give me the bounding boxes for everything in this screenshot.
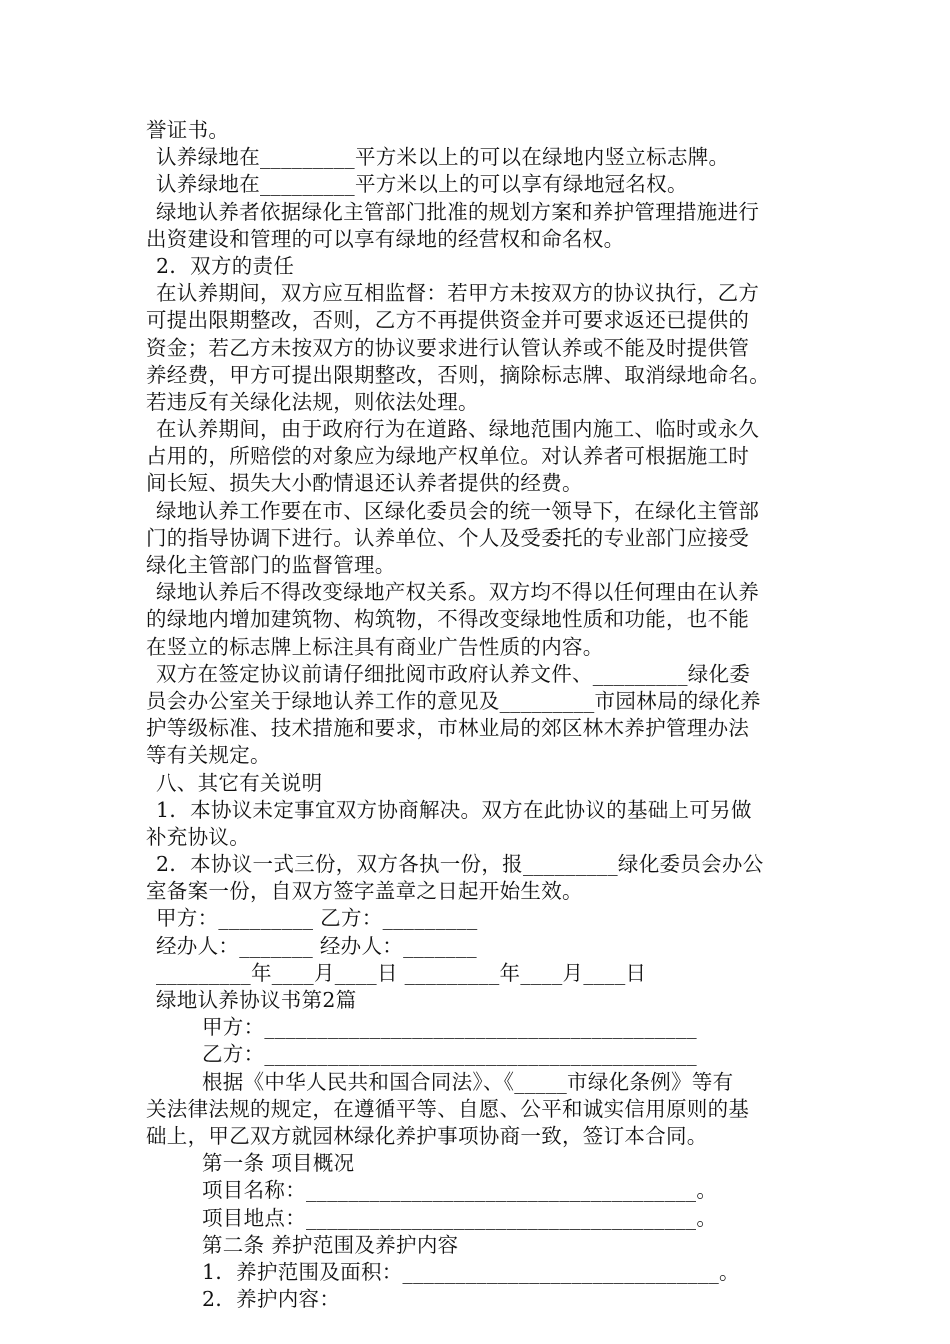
document-line: 绿地认养协议书第2篇 [156,988,357,1012]
document-line: 甲方：_________________________________________ [202,1015,697,1040]
document-line: 第一条 项目概况 [202,1151,355,1176]
document-line: 资金；若乙方未按双方的协议要求进行认管认养或不能及时提供管 [146,335,750,360]
document-line: 第二条 养护范围及养护内容 [202,1232,459,1257]
document-line: 誉证书。 [146,118,230,142]
document-line: 2．养护内容： [202,1287,341,1312]
document-line: 双方在签定协议前请仔细批阅市政府认养文件、_________绿化委 [156,661,751,686]
document-line: 关法律法规的规定，在遵循平等、自愿、公平和诚实信用原则的基 [146,1096,750,1121]
document-body [146,117,818,1313]
document-line: 项目地点：_____________________________________。 [202,1205,718,1230]
document-line: 认养绿地在_________平方米以上的可以在绿地内竖立标志牌。 [156,145,730,170]
document-line: 八、其它有关说明 [156,770,323,795]
document-line: 甲方：_________ 乙方：_________ [156,906,478,931]
document-line: 根据《中华人民共和国合同法》、《_____市绿化条例》等有 [202,1069,734,1094]
document-line: 2．双方的责任 [156,253,295,278]
document-line: 1．本协议未定事宜双方协商解决。双方在此协议的基础上可另做 [156,797,752,822]
document-line: 护等级标准、技术措施和要求，市林业局的郊区林木养护管理办法 [146,716,750,741]
document-line: 项目名称：_____________________________________。 [202,1178,718,1203]
document-line: 占用的，所赔偿的对象应为绿地产权单位。对认养者可根据施工时 [146,444,750,469]
document-line: 可提出限期整改，否则，乙方不再提供资金并可要求返还已提供的 [146,308,750,333]
document-line: 绿化主管部门的监督管理。 [146,553,396,577]
document-line: 2．本协议一式三份，双方各执一份，报_________绿化委员会办公 [156,852,764,877]
document-line: 1．养护范围及面积：______________________________。 [202,1259,740,1284]
document-line: 在认养期间，由于政府行为在道路、绿地范围内施工、临时或永久 [156,417,760,442]
document-line: 绿地认养者依据绿化主管部门批准的规划方案和养护管理措施进行 [156,199,760,224]
document-line: 养经费，甲方可提出限期整改，否则，摘除标志牌、取消绿地命名。 [146,362,770,387]
document-line: 的绿地内增加建筑物、构筑物，不得改变绿地性质和功能，也不能 [146,607,750,632]
document-line: 绿地认养后不得改变绿地产权关系。双方均不得以任何理由在认养 [156,580,760,605]
document-line: 在竖立的标志牌上标注具有商业广告性质的内容。 [146,634,604,659]
document-line: 等有关规定。 [146,743,271,768]
document-line: _________年____月____日 _________年____月____日 [156,960,647,985]
document-line: 若违反有关绿化法规，则依法处理。 [146,389,479,414]
document-line: 经办人：_______ 经办人：_______ [156,933,477,958]
document-line: 室备案一份，自双方签字盖章之日起开始生效。 [146,879,583,904]
document-line: 乙方：_________________________________________ [202,1042,697,1067]
document-line: 认养绿地在_________平方米以上的可以享有绿地冠名权。 [156,172,688,197]
document-line: 员会办公室关于绿地认养工作的意见及_________市园林局的绿化养 [146,688,761,713]
document-line: 绿地认养工作要在市、区绿化委员会的统一领导下，在绿化主管部 [156,498,760,523]
document-line: 门的指导协调下进行。认养单位、个人及受委托的专业部门应接受 [146,525,750,550]
document-line: 出资建设和管理的可以享有绿地的经营权和命名权。 [146,226,625,251]
document-line: 在认养期间，双方应互相监督：若甲方未按双方的协议执行，乙方 [156,281,760,306]
document-line: 补充协议。 [146,824,250,849]
document-line: 间长短、损失大小酌情退还认养者提供的经费。 [146,471,583,496]
document-line: 础上，甲乙双方就园林绿化养护事项协商一致，签订本合同。 [146,1123,708,1148]
